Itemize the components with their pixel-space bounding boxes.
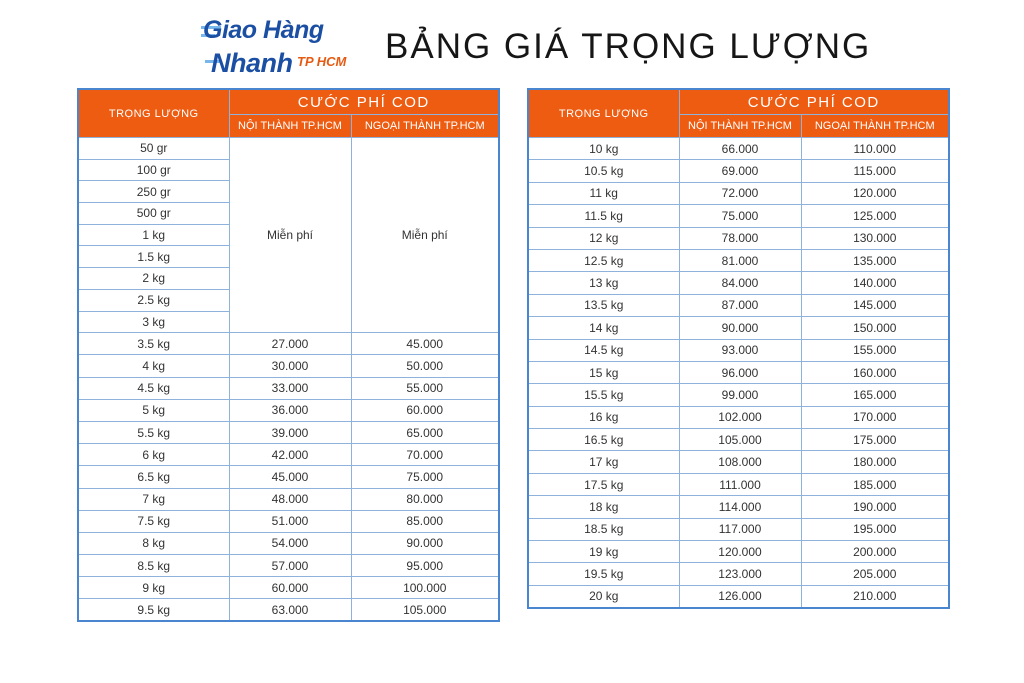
outer-fee-cell: 95.000 (351, 555, 499, 577)
outer-fee-cell: 75.000 (351, 466, 499, 488)
weight-cell: 7 kg (78, 488, 229, 510)
weight-cell: 5.5 kg (78, 421, 229, 443)
inner-fee-cell: 102.000 (679, 406, 801, 428)
weight-cell: 16 kg (528, 406, 679, 428)
inner-fee-cell: 84.000 (679, 272, 801, 294)
inner-fee-cell: 39.000 (229, 421, 351, 443)
weight-cell: 18.5 kg (528, 518, 679, 540)
table-row (78, 421, 499, 443)
cod-fee-header: CƯỚC PHÍ COD (679, 89, 949, 115)
inner-fee-cell: 114.000 (679, 496, 801, 518)
price-table-left (77, 88, 500, 622)
outer-fee-cell: 135.000 (801, 249, 949, 271)
outer-fee-cell: 185.000 (801, 473, 949, 495)
table-row (528, 361, 949, 383)
weight-cell: 6.5 kg (78, 466, 229, 488)
outer-fee-cell: 90.000 (351, 532, 499, 554)
logo-line-2: Nhanh (211, 48, 293, 78)
table-row (78, 444, 499, 466)
inner-fee-cell: 57.000 (229, 555, 351, 577)
weight-cell: 2.5 kg (78, 289, 229, 311)
inner-fee-cell: 96.000 (679, 361, 801, 383)
outer-fee-cell: 65.000 (351, 421, 499, 443)
outer-fee-cell: 130.000 (801, 227, 949, 249)
weight-cell: 2 kg (78, 268, 229, 290)
outer-fee-cell: 165.000 (801, 384, 949, 406)
table-row (528, 317, 949, 339)
table-row (78, 488, 499, 510)
outer-fee-cell: 85.000 (351, 510, 499, 532)
inner-fee-cell: 123.000 (679, 563, 801, 585)
logo-line-3: TP HCM (297, 54, 347, 69)
table-row (528, 429, 949, 451)
weight-cell: 12.5 kg (528, 249, 679, 271)
weight-cell: 11.5 kg (528, 205, 679, 227)
weight-cell: 4.5 kg (78, 377, 229, 399)
table-row (78, 599, 499, 621)
outer-fee-cell: 70.000 (351, 444, 499, 466)
weight-cell: 3.5 kg (78, 333, 229, 355)
weight-cell: 8 kg (78, 532, 229, 554)
inner-fee-cell: 108.000 (679, 451, 801, 473)
weight-cell: 8.5 kg (78, 555, 229, 577)
table-row (528, 205, 949, 227)
inner-fee-cell: Miễn phí (229, 138, 351, 333)
weight-cell: 19 kg (528, 541, 679, 563)
inner-fee-cell: 126.000 (679, 585, 801, 607)
table-row (528, 585, 949, 607)
outer-fee-cell: 205.000 (801, 563, 949, 585)
outer-fee-cell: 115.000 (801, 160, 949, 182)
outer-fee-cell: 170.000 (801, 406, 949, 428)
weight-cell: 15 kg (528, 361, 679, 383)
inner-fee-cell: 66.000 (679, 138, 801, 160)
inner-fee-cell: 60.000 (229, 577, 351, 599)
weight-cell: 5 kg (78, 399, 229, 421)
table-row (528, 384, 949, 406)
table-row (528, 473, 949, 495)
weight-cell: 17.5 kg (528, 473, 679, 495)
weight-cell: 11 kg (528, 182, 679, 204)
table-row (528, 451, 949, 473)
inner-fee-cell: 45.000 (229, 466, 351, 488)
outer-fee-cell: 195.000 (801, 518, 949, 540)
table-row (528, 160, 949, 182)
inner-fee-cell: 117.000 (679, 518, 801, 540)
outer-fee-cell: 80.000 (351, 488, 499, 510)
inner-fee-cell: 120.000 (679, 541, 801, 563)
outer-fee-cell: Miễn phí (351, 138, 499, 333)
table-row (528, 294, 949, 316)
outer-fee-cell: 210.000 (801, 585, 949, 607)
inner-fee-cell: 42.000 (229, 444, 351, 466)
table-row (78, 510, 499, 532)
inner-fee-cell: 93.000 (679, 339, 801, 361)
table-row (528, 339, 949, 361)
page-title: BẢNG GIÁ TRỌNG LƯỢNG (385, 27, 872, 66)
table-row (78, 555, 499, 577)
outer-fee-cell: 60.000 (351, 399, 499, 421)
outer-fee-cell: 155.000 (801, 339, 949, 361)
outer-fee-cell: 180.000 (801, 451, 949, 473)
table-row (78, 138, 499, 160)
inner-fee-cell: 33.000 (229, 377, 351, 399)
table-row (528, 563, 949, 585)
table-row (528, 182, 949, 204)
table-row (528, 541, 949, 563)
weight-cell: 13 kg (528, 272, 679, 294)
logo-line-1: Giao Hàng (203, 16, 324, 44)
inner-fee-cell: 81.000 (679, 249, 801, 271)
table-row (78, 333, 499, 355)
outer-fee-cell: 175.000 (801, 429, 949, 451)
inner-city-header: NỘI THÀNH TP.HCM (229, 115, 351, 138)
outer-fee-cell: 45.000 (351, 333, 499, 355)
inner-fee-cell: 87.000 (679, 294, 801, 316)
table-row (528, 138, 949, 160)
outer-fee-cell: 145.000 (801, 294, 949, 316)
weight-cell: 10.5 kg (528, 160, 679, 182)
table-row (78, 532, 499, 554)
outer-fee-cell: 200.000 (801, 541, 949, 563)
outer-fee-cell: 120.000 (801, 182, 949, 204)
inner-fee-cell: 69.000 (679, 160, 801, 182)
outer-fee-cell: 160.000 (801, 361, 949, 383)
weight-cell: 14 kg (528, 317, 679, 339)
table-row (78, 399, 499, 421)
weight-cell: 7.5 kg (78, 510, 229, 532)
weight-cell: 10 kg (528, 138, 679, 160)
table-row (528, 272, 949, 294)
outer-fee-cell: 150.000 (801, 317, 949, 339)
weight-cell: 18 kg (528, 496, 679, 518)
inner-fee-cell: 105.000 (679, 429, 801, 451)
weight-cell: 100 gr (78, 159, 229, 181)
weight-cell: 9.5 kg (78, 599, 229, 621)
table-row (78, 466, 499, 488)
cod-fee-header: CƯỚC PHÍ COD (229, 89, 499, 115)
outer-fee-cell: 125.000 (801, 205, 949, 227)
table-row (528, 496, 949, 518)
inner-fee-cell: 27.000 (229, 333, 351, 355)
inner-fee-cell: 51.000 (229, 510, 351, 532)
weight-cell: 12 kg (528, 227, 679, 249)
weight-header: TRỌNG LƯỢNG (528, 89, 679, 138)
inner-fee-cell: 75.000 (679, 205, 801, 227)
table-row (78, 577, 499, 599)
weight-cell: 16.5 kg (528, 429, 679, 451)
outer-fee-cell: 140.000 (801, 272, 949, 294)
inner-fee-cell: 48.000 (229, 488, 351, 510)
weight-cell: 15.5 kg (528, 384, 679, 406)
inner-fee-cell: 36.000 (229, 399, 351, 421)
price-table-right (527, 88, 950, 609)
weight-cell: 250 gr (78, 181, 229, 203)
weight-header: TRỌNG LƯỢNG (78, 89, 229, 138)
weight-cell: 50 gr (78, 138, 229, 160)
table-row (528, 227, 949, 249)
weight-cell: 1.5 kg (78, 246, 229, 268)
weight-cell: 19.5 kg (528, 563, 679, 585)
table-row (528, 249, 949, 271)
weight-cell: 4 kg (78, 355, 229, 377)
outer-city-header: NGOẠI THÀNH TP.HCM (801, 115, 949, 138)
table-row (528, 518, 949, 540)
weight-cell: 1 kg (78, 224, 229, 246)
inner-fee-cell: 30.000 (229, 355, 351, 377)
inner-fee-cell: 111.000 (679, 473, 801, 495)
table-row (78, 355, 499, 377)
outer-fee-cell: 110.000 (801, 138, 949, 160)
inner-fee-cell: 54.000 (229, 532, 351, 554)
inner-fee-cell: 78.000 (679, 227, 801, 249)
inner-city-header: NỘI THÀNH TP.HCM (679, 115, 801, 138)
weight-cell: 13.5 kg (528, 294, 679, 316)
table-row (78, 377, 499, 399)
table-row (528, 406, 949, 428)
weight-cell: 14.5 kg (528, 339, 679, 361)
inner-fee-cell: 90.000 (679, 317, 801, 339)
outer-city-header: NGOẠI THÀNH TP.HCM (351, 115, 499, 138)
inner-fee-cell: 99.000 (679, 384, 801, 406)
inner-fee-cell: 63.000 (229, 599, 351, 621)
outer-fee-cell: 50.000 (351, 355, 499, 377)
weight-cell: 500 gr (78, 203, 229, 225)
inner-fee-cell: 72.000 (679, 182, 801, 204)
brand-logo (203, 16, 363, 82)
weight-cell: 20 kg (528, 585, 679, 607)
weight-cell: 9 kg (78, 577, 229, 599)
weight-cell: 3 kg (78, 311, 229, 333)
outer-fee-cell: 105.000 (351, 599, 499, 621)
outer-fee-cell: 100.000 (351, 577, 499, 599)
weight-cell: 17 kg (528, 451, 679, 473)
outer-fee-cell: 190.000 (801, 496, 949, 518)
weight-cell: 6 kg (78, 444, 229, 466)
outer-fee-cell: 55.000 (351, 377, 499, 399)
